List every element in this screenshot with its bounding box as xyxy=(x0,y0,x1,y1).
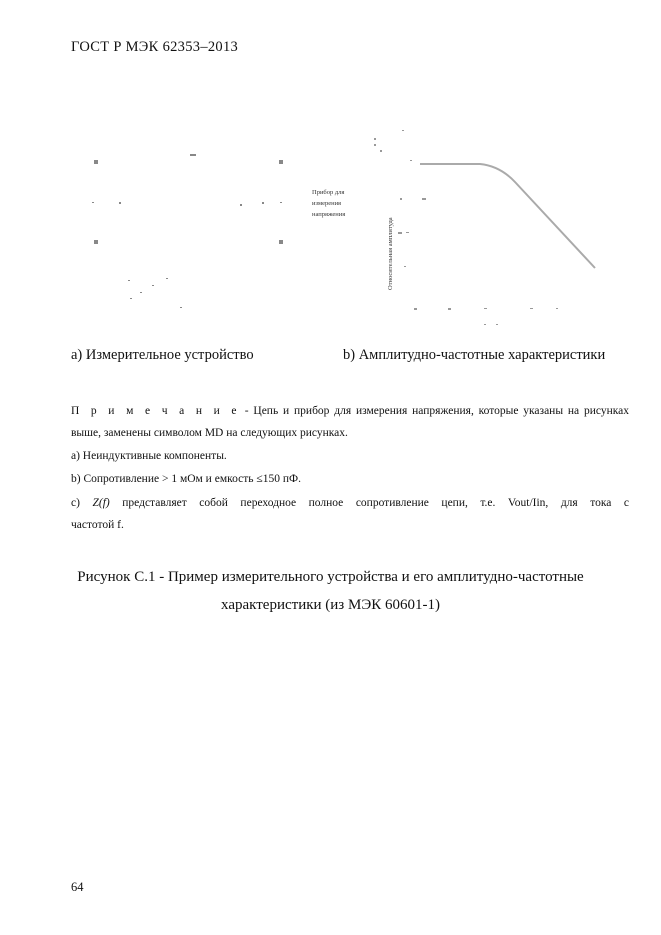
meter-label-line-3: напряжения xyxy=(312,211,346,218)
note-item-c-line-1 xyxy=(71,496,629,511)
meter-label-line-2: измерения xyxy=(312,200,342,207)
note-c-text: представляет собой переходное полное сопротивление цепи, т.е. Vout/Iin, для тока с xyxy=(109,497,629,509)
caption-a: a) Измерительное устройство xyxy=(71,347,254,363)
figure-title-line-1: Рисунок С.1 - Пример измерительного устройства и его амплитудно-частотные xyxy=(77,569,584,585)
voltage-meter-label xyxy=(312,189,345,218)
frequency-response-chart xyxy=(374,130,595,325)
meter-label-line-1: Прибор для xyxy=(312,189,345,196)
note-line-1 xyxy=(71,404,629,419)
chart-ylabel: Относительная амплитуда xyxy=(387,217,394,290)
note-line-1-text: - Цепь и прибор для измерения напряжения, которые указаны на рисунках xyxy=(239,405,629,417)
note-c-zf: Z(f) xyxy=(92,497,110,509)
note-line-2: выше, заменены символом MD на следующих рисунках. xyxy=(71,427,348,439)
note-heading: П р и м е ч а н и е xyxy=(71,405,240,417)
figure-title-line-2: характеристики (из МЭК 60601-1) xyxy=(221,597,440,613)
response-curve xyxy=(420,164,595,268)
figure-area xyxy=(80,120,620,335)
figure-drawing xyxy=(80,120,620,335)
note-c-prefix: c) xyxy=(71,497,93,509)
document-header: ГОСТ Р МЭК 62353–2013 xyxy=(71,39,239,55)
circuit-diagram xyxy=(92,154,283,308)
note-item-c-line-2: частотой f. xyxy=(71,519,124,531)
note-item-b: b) Сопротивление > 1 мОм и емкость ≤150 пФ. xyxy=(71,473,301,485)
note-item-a: a) Неиндуктивные компоненты. xyxy=(71,450,227,462)
caption-b: b) Амплитудно-частотные характеристики xyxy=(343,347,606,363)
page-number: 64 xyxy=(71,880,84,894)
